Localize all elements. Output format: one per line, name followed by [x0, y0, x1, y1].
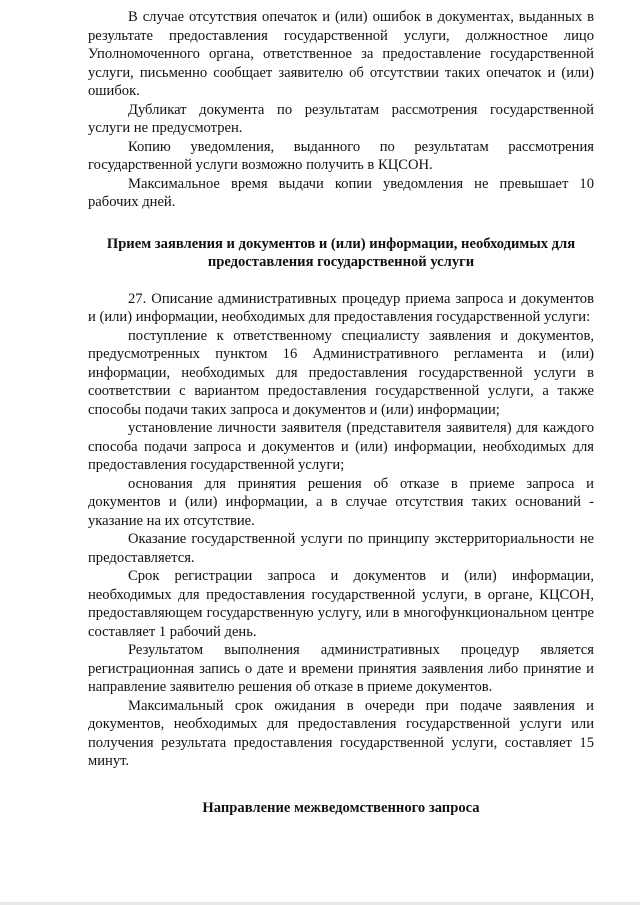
paragraph-max-time: Максимальное время выдачи копии уведомления не превышает 10 рабочих дней.	[88, 175, 594, 210]
paragraph-duplicate: Дубликат документа по результатам рассмотрения государственной услуги не предусмотрен.	[88, 101, 594, 136]
paragraph-refusal-grounds: основания для принятия решения об отказе в приеме запроса и документов и (или) информации, а в случае отсутствия таких оснований - указание на их отсутствие.	[88, 475, 594, 529]
document-page	[88, 8, 594, 817]
paragraph-identity: установление личности заявителя (представителя заявителя) для каждого способа подачи запроса и документов и (или) информации, необходимых для предоставления государственной услуги;	[88, 420, 594, 473]
section-heading: Прием заявления и документов и (или) информации, необходимых для предоставления государственной услуги	[106, 235, 576, 270]
paragraph-extraterritorial: Оказание государственной услуги по принципу экстерриториальности не предоставляется.	[88, 531, 594, 566]
paragraph-registration-term: Срок регистрации запроса и документов и (или) информации, необходимых для предоставления государственной услуги, в органе, КЦСОН, предоставляющем государственную услугу, или в многофункциональном центре составляет 1 рабочий день.	[88, 568, 594, 640]
paragraph-27-description: 27. Описание административных процедур приема запроса и документов и (или) информации, необходимых для предоставления государственной услуги:	[88, 290, 594, 325]
paragraph-copy-notice: Копию уведомления, выданного по результатам рассмотрения государственной услуги возможно получить в КЦСОН.	[88, 138, 594, 173]
final-heading: Направление межведомственного запроса	[202, 799, 480, 816]
paragraph-queue-time: Максимальный срок ожидания в очереди при подаче заявления и документов, необходимых для предоставления государственной услуги или получения результата предоставления государственной услуги, составляет 15 минут.	[88, 697, 594, 769]
paragraph-result: Результатом выполнения административных процедур является регистрационная запись о дате и времени принятия заявления либо принятие и направление заявителю решения об отказе в приеме документов.	[88, 642, 594, 695]
paragraph-receipt: поступление к ответственному специалисту заявления и документов, предусмотренных пунктом 16 Административного регламента и (или) информации, необходимых для предоставления государственной услуги в соответствии с вариантом предоставления государственной услуги, а также способы подачи таких запроса и документов и (или) информации;	[88, 327, 594, 418]
paragraph-no-errors: В случае отсутствия опечаток и (или) ошибок в документах, выданных в результате предоставления государственной услуги, должностное лицо Уполномоченного органа, ответственное за предоставление государственной услуги, письменно сообщает заявителю об отсутствии таких опечаток и (или) ошибок.	[88, 9, 594, 99]
